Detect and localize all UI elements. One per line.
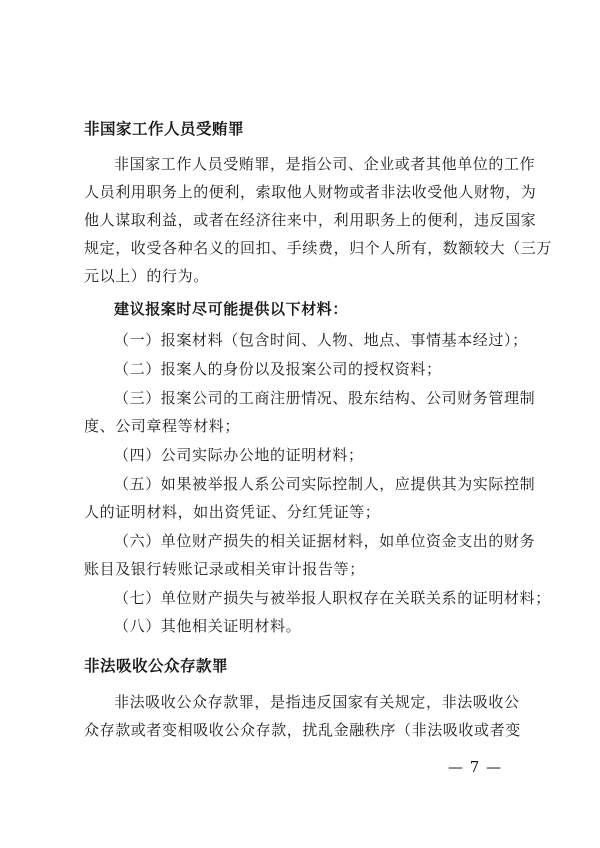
section-title: 非国家工作人员受贿罪 <box>84 120 245 138</box>
material-item: （八）其他相关证明材料。 <box>114 617 302 635</box>
material-item: （二）报案人的身份以及报案公司的授权资料； <box>114 360 442 378</box>
definition-line: 非国家工作人员受贿罪，是指公司、企业或者其他单位的工作 <box>114 155 536 173</box>
section-title: 非法吸收公众存款罪 <box>84 657 229 675</box>
definition-line: 元以上）的行为。 <box>84 267 209 285</box>
material-item: （一）报案材料（包含时间、人物、地点、事情基本经过）； <box>114 331 528 349</box>
material-item: （六）单位财产损失的相关证据材料，如单位资金支出的财务 <box>114 532 536 550</box>
definition-line: 他人谋取利益，或者在经济往来中，利用职务上的便利，违反国家 <box>84 211 537 229</box>
page-number: — 7 — <box>448 758 503 776</box>
definition-line: 众存款或者变相吸收公众存款，扰乱金融秩序（非法吸收或者变 <box>84 721 521 739</box>
definition-line: 人员利用职务上的便利，索取他人财物或者非法收受他人财物，为 <box>84 183 537 201</box>
definition-line: 规定，收受各种名义的回扣、手续费，归个人所有，数额较大（三万 <box>84 239 553 257</box>
material-item-continuation: 人的证明材料，如出资凭证、分红凭证等； <box>84 503 381 521</box>
material-item: （七）单位财产损失与被举报人职权存在关联关系的证明材料； <box>114 589 551 607</box>
material-item: （三）报案公司的工商注册情况、股东结构、公司财务管理制 <box>114 389 536 407</box>
material-item-continuation: 度、公司章程等材料； <box>84 417 241 435</box>
material-item: （四）公司实际办公地的证明材料； <box>114 446 364 464</box>
material-item-continuation: 账目及银行转账记录或相关审计报告等； <box>84 560 365 578</box>
definition-line: 非法吸收公众存款罪，是指违反国家有关规定，非法吸收公 <box>114 693 520 711</box>
material-item: （五）如果被举报人系公司实际控制人，应提供其为实际控制 <box>114 475 536 493</box>
materials-intro: 建议报案时尽可能提供以下材料： <box>114 300 349 318</box>
